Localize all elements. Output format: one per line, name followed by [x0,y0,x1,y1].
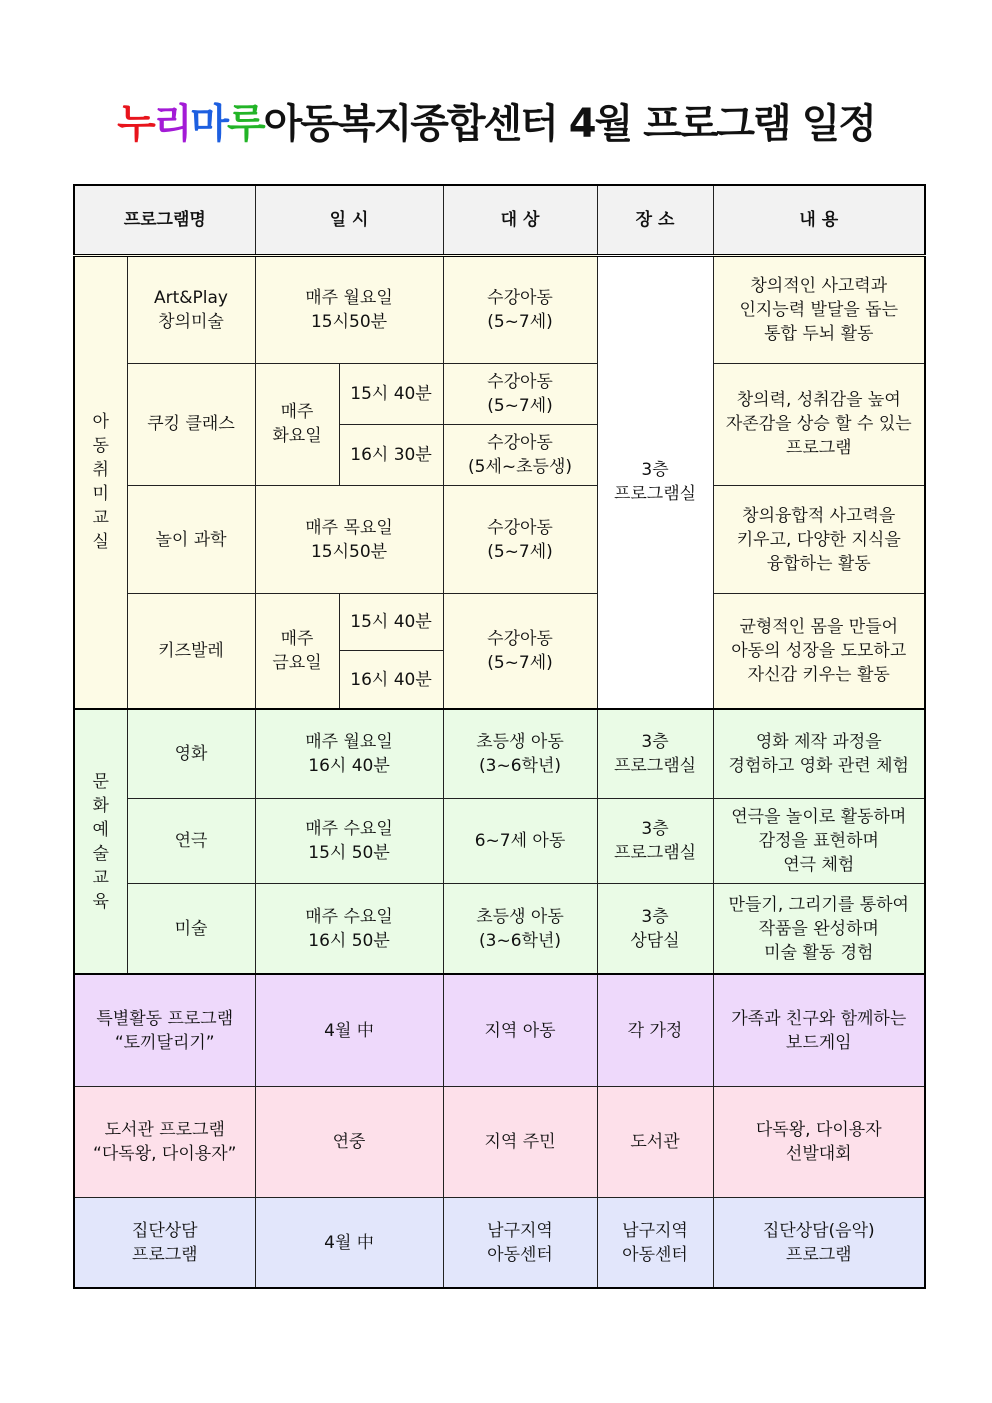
program-time: 매주 월요일 15시50분 [255,255,443,363]
program-time-slot: 15시 40분 [339,594,443,651]
program-name: 키즈발레 [127,594,255,709]
program-place: 남구지역 아동센터 [597,1198,713,1288]
program-place: 도서관 [597,1087,713,1198]
program-time-slot: 15시 40분 [339,363,443,424]
program-content: 창의적인 사고력과 인지능력 발달을 돕는 통합 두뇌 활동 [713,255,925,363]
header-row [74,185,925,255]
table-row [74,883,925,974]
header-program-name: 프로그램명 [74,185,255,255]
table-row [74,709,925,798]
title-rest: 아동복지종합센터 4월 프로그램 일정 [263,101,875,147]
program-time: 매주 월요일 16시 40분 [255,709,443,798]
program-content: 영화 제작 과정을 경험하고 영화 관련 체험 [713,709,925,798]
table-row [74,363,925,424]
program-target: 초등생 아동 (3~6학년) [443,709,597,798]
program-time: 4월 中 [255,1198,443,1288]
hobby-class-place: 3층 프로그램실 [597,255,713,709]
program-target: 수강아동 (5~7세) [443,594,597,709]
title-char-1: 누 [117,101,154,147]
title-char-4: 루 [227,101,264,147]
table-row [74,798,925,883]
program-time-slot: 16시 30분 [339,424,443,485]
table-row [74,486,925,594]
program-place: 3층 프로그램실 [597,709,713,798]
program-name: 쿠킹 클래스 [127,363,255,485]
title-char-2: 리 [153,101,191,147]
program-content: 창의력, 성취감을 높여 자존감을 상승 할 수 있는 프로그램 [713,363,925,485]
program-day: 매주 금요일 [255,594,339,709]
program-target: 수강아동 (5세~초등생) [443,424,597,485]
table-row [74,1087,925,1198]
program-target: 지역 아동 [443,974,597,1086]
program-place: 3층 상담실 [597,883,713,974]
program-target: 6~7세 아동 [443,798,597,883]
program-target: 수강아동 (5~7세) [443,255,597,363]
program-target: 수강아동 (5~7세) [443,486,597,594]
program-content: 만들기, 그리기를 통하여 작품을 완성하며 미술 활동 경험 [713,883,925,974]
group-counseling-name: 집단상담 프로그램 [74,1198,255,1288]
program-target: 지역 주민 [443,1087,597,1198]
program-content: 다독왕, 다이용자 선발대회 [713,1087,925,1198]
program-content: 가족과 친구와 함께하는 보드게임 [713,974,925,1086]
program-day: 매주 화요일 [255,363,339,485]
header-place: 장 소 [597,185,713,255]
program-target: 초등생 아동 (3~6학년) [443,883,597,974]
program-name: 영화 [127,709,255,798]
program-content: 창의융합적 사고력을 키우고, 다양한 지식을 융합하는 활동 [713,486,925,594]
title-char-3: 마 [190,101,228,147]
header-target: 대 상 [443,185,597,255]
table-row [74,594,925,651]
group-culture-art-label: 문 화 예 술 교 육 [74,709,127,974]
program-time: 매주 수요일 16시 50분 [255,883,443,974]
page-title [0,92,992,149]
program-content: 균형적인 몸을 만들어 아동의 성장을 도모하고 자신감 키우는 활동 [713,594,925,709]
program-time: 4월 中 [255,974,443,1086]
header-content: 내 용 [713,185,925,255]
header-datetime: 일 시 [255,185,443,255]
program-name: 놀이 과학 [127,486,255,594]
program-target: 남구지역 아동센터 [443,1198,597,1288]
schedule-table [73,184,926,1289]
program-place: 3층 프로그램실 [597,798,713,883]
group-hobby-class-label: 아 동 취 미 교 실 [74,255,127,709]
program-time: 매주 수요일 15시 50분 [255,798,443,883]
program-time: 매주 목요일 15시50분 [255,486,443,594]
special-program-name: 특별활동 프로그램 “토끼달리기” [74,974,255,1086]
program-name: 미술 [127,883,255,974]
table-row [74,1198,925,1288]
program-target: 수강아동 (5~7세) [443,363,597,424]
program-time: 연중 [255,1087,443,1198]
program-content: 집단상담(음악) 프로그램 [713,1198,925,1288]
table-row [74,255,925,363]
program-time-slot: 16시 40분 [339,651,443,709]
table-row [74,974,925,1086]
program-content: 연극을 놀이로 활동하며 감정을 표현하며 연극 체험 [713,798,925,883]
program-name: Art&Play 창의미술 [127,255,255,363]
library-program-name: 도서관 프로그램 “다독왕, 다이용자” [74,1087,255,1198]
program-name: 연극 [127,798,255,883]
program-place: 각 가정 [597,974,713,1086]
